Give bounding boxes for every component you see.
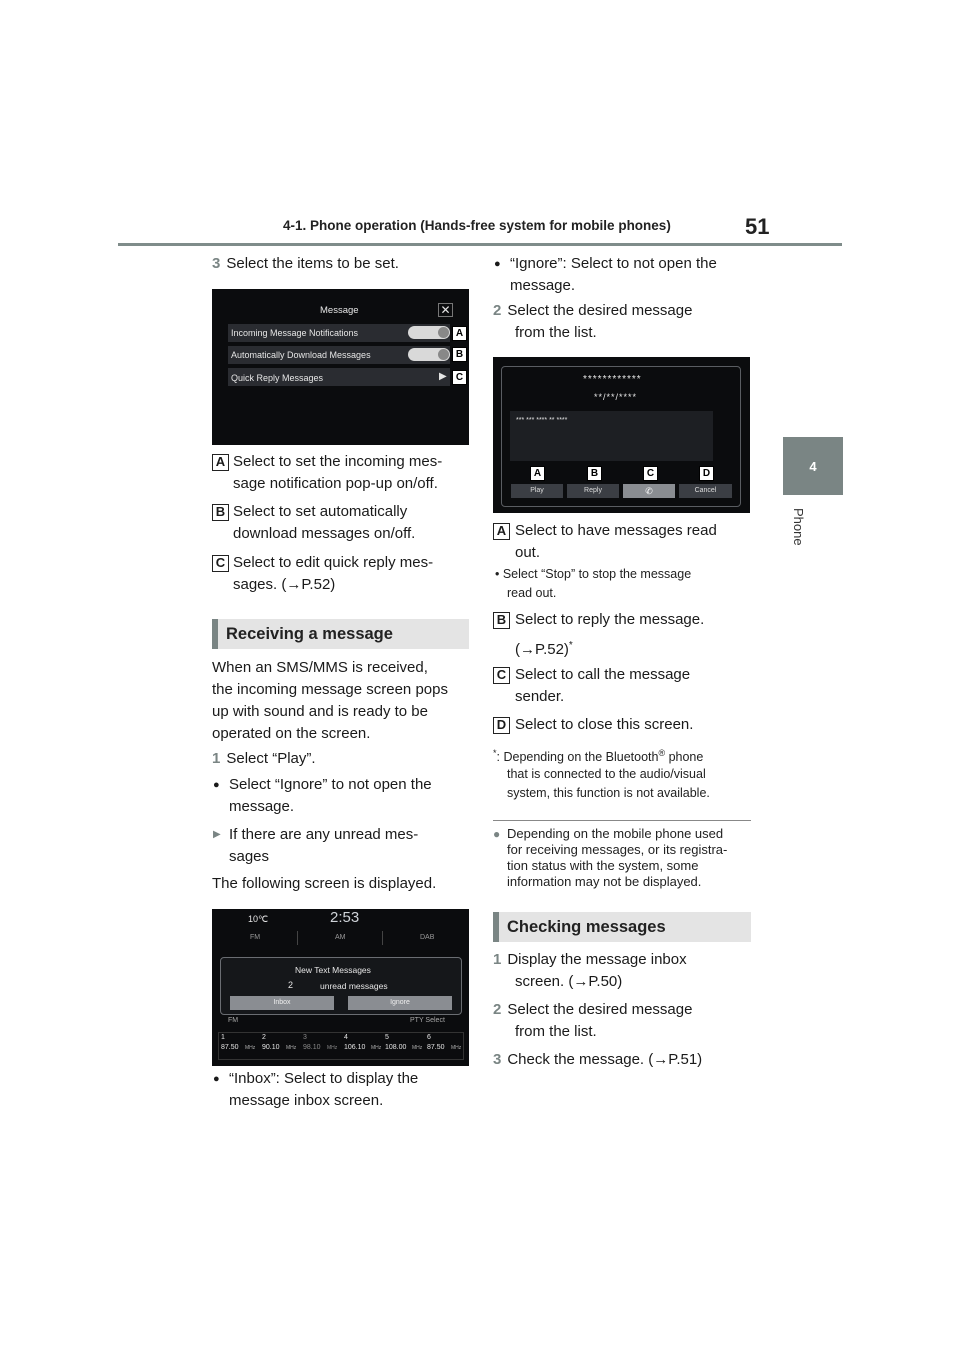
- unread-count: 2: [288, 980, 294, 990]
- bullet-ignore-line2: message.: [229, 798, 295, 815]
- new-messages-screenshot: [212, 909, 469, 1066]
- sub-note-line1: • Select “Stop” to stop the message: [495, 567, 692, 581]
- step-text: Check the message. (→P.51): [507, 1051, 703, 1068]
- step-number: 1: [212, 750, 221, 767]
- band-label: FM: [228, 1017, 239, 1024]
- step-3-select-items: [212, 253, 399, 275]
- note-bullet-icon: ●: [493, 827, 501, 841]
- desc-b-line2: download messages on/off.: [233, 525, 416, 542]
- cancel-button: Cancel: [679, 484, 732, 498]
- callout-label: D: [699, 466, 714, 481]
- preset-freq: 106.10: [344, 1044, 366, 1051]
- masked-date: **/**/****: [594, 392, 638, 402]
- paragraph-line: the incoming message screen pops: [212, 681, 448, 698]
- pty-select: PTY Select: [410, 1017, 445, 1024]
- preset-freq: 108.00: [385, 1044, 407, 1051]
- message-settings-screenshot: [212, 289, 469, 445]
- callout-label: A: [530, 466, 545, 481]
- step-2-screen-displayed: [493, 300, 692, 322]
- condition-unread-line2: sages: [229, 848, 270, 865]
- bullet-ignore-line1: ● Select “Ignore” to not open the: [229, 774, 432, 796]
- desc-a-line2: out.: [515, 544, 541, 561]
- clock-readout: 2:53: [330, 909, 360, 926]
- close-icon: ✕: [438, 303, 453, 317]
- check-step-2: [493, 999, 692, 1021]
- desc-b-line2: [515, 635, 573, 661]
- unread-label: unread messages: [320, 981, 388, 991]
- desc-c-line1: Select to edit quick reply mes-: [233, 554, 434, 571]
- step-2-line2: from the list.: [515, 324, 597, 341]
- note-line: for receiving messages, or its registra-: [507, 842, 728, 857]
- step-number: 1: [493, 951, 502, 968]
- step-text: Select the desired message: [507, 302, 693, 319]
- preset-freq: 87.50: [427, 1044, 445, 1051]
- label-badge: D: [493, 717, 510, 734]
- check-step-1-line2: screen. (→P.50): [515, 973, 623, 990]
- callout-label: B: [587, 466, 602, 481]
- condition-unread-line1: ▶ If there are any unread mes-: [229, 824, 418, 846]
- preset-number: 3: [303, 1034, 307, 1041]
- chapter-header: 4-1. Phone operation (Hands-free system for mobile phones): [283, 218, 671, 233]
- temperature-readout: 10℃: [248, 914, 269, 924]
- desc-c-line2: sender.: [515, 688, 565, 705]
- footnote-mark: *: [568, 640, 573, 651]
- tab-am: AM: [335, 934, 346, 941]
- tab-fm: FM: [250, 934, 261, 941]
- callout-label: C: [452, 370, 467, 385]
- label-badge: B: [212, 504, 229, 521]
- footnote-line1: [493, 744, 703, 767]
- step-text: Display the message inbox: [507, 951, 687, 968]
- step-number: 3: [212, 255, 221, 272]
- preset-number: 5: [385, 1034, 389, 1041]
- preset-unit: MHz: [327, 1045, 338, 1051]
- footnote-mark: *: [493, 748, 497, 758]
- note-line: information may not be displayed.: [507, 874, 702, 889]
- section-heading-checking: Checking messages: [493, 912, 751, 942]
- section-heading-receiving: Receiving a message: [212, 619, 469, 649]
- desc-a-line2: sage notification pop-up on/off.: [233, 475, 438, 492]
- step-text: Select “Play”.: [226, 750, 316, 767]
- check-step-3: [493, 1049, 702, 1071]
- popup-title: New Text Messages: [295, 965, 371, 975]
- toggle-auto-download: [408, 348, 450, 361]
- preset-freq: 87.50: [221, 1044, 239, 1051]
- preset-strip: [218, 1032, 464, 1060]
- label-badge: A: [212, 454, 229, 471]
- note-line: tion status with the system, some: [507, 858, 699, 873]
- step-text: Select the items to be set.: [226, 255, 399, 272]
- desc-a-line1: Select to have messages read: [515, 522, 717, 539]
- chapter-tab-label: Phone: [791, 508, 806, 546]
- chapter-tab: [783, 437, 843, 495]
- desc-c-line2: sages. (→P.52): [233, 576, 336, 593]
- play-button: Play: [511, 484, 563, 498]
- note-divider: [493, 820, 751, 821]
- desc-b-ref: (→P.52): [515, 641, 569, 658]
- bullet-inbox-line1: ● “Inbox”: Select to display the: [229, 1068, 418, 1090]
- row-label: Incoming Message Notifications: [231, 328, 359, 338]
- preset-freq: 90.10: [262, 1044, 280, 1051]
- tab-divider: [382, 931, 383, 945]
- callout-label: C: [643, 466, 658, 481]
- desc-d-line1: Select to close this screen.: [515, 716, 694, 733]
- preset-number: 4: [344, 1034, 348, 1041]
- paragraph-line: up with sound and is ready to be: [212, 703, 428, 720]
- preset-number: 6: [427, 1034, 431, 1041]
- bullet-ignore2-line1: ● “Ignore”: Select to not open the: [510, 253, 717, 275]
- desc-b-line1: Select to reply the message.: [515, 611, 705, 628]
- label-badge: A: [493, 523, 510, 540]
- toggle-incoming-notifications: [408, 326, 450, 339]
- label-badge: C: [493, 667, 510, 684]
- preset-unit: MHz: [451, 1045, 462, 1051]
- bullet-inbox-line2: message inbox screen.: [229, 1092, 384, 1109]
- footnote-line2: that is connected to the audio/visual: [507, 767, 706, 781]
- preset-number: 1: [221, 1034, 225, 1041]
- desc-c-line1: Select to call the message: [515, 666, 691, 683]
- masked-sender: ************: [583, 374, 642, 385]
- preset-unit: MHz: [371, 1045, 382, 1051]
- following-screen-text: The following screen is displayed.: [212, 875, 437, 892]
- desc-a-line1: Select to set the incoming mes-: [233, 453, 443, 470]
- step-number: 3: [493, 1051, 502, 1068]
- step-number: 2: [493, 302, 502, 319]
- callout-label: B: [452, 347, 467, 362]
- message-view-screenshot: [493, 357, 750, 513]
- footnote-text: phone: [665, 750, 704, 765]
- preset-unit: MHz: [286, 1045, 297, 1051]
- header-divider: [118, 243, 842, 246]
- call-button: [623, 484, 675, 498]
- ignore-button: Ignore: [348, 996, 452, 1010]
- footnote-line3: system, this function is not available.: [507, 786, 710, 800]
- preset-number: 2: [262, 1034, 266, 1041]
- phone-icon: ✆: [645, 486, 653, 496]
- check-step-2-line2: from the list.: [515, 1023, 597, 1040]
- paragraph-line: When an SMS/MMS is received,: [212, 659, 428, 676]
- reply-button: Reply: [567, 484, 619, 498]
- bullet-ignore2-line2: message.: [510, 277, 576, 294]
- label-badge: C: [212, 555, 229, 572]
- desc-b-line1: Select to set automatically: [233, 503, 408, 520]
- check-step-1: [493, 949, 687, 971]
- masked-body: *** *** **** ** ****: [516, 417, 568, 424]
- step-text: Select the desired message: [507, 1001, 693, 1018]
- screen-title: Message: [320, 305, 359, 316]
- preset-unit: MHz: [412, 1045, 423, 1051]
- tab-divider: [297, 931, 298, 945]
- step-number: 2: [493, 1001, 502, 1018]
- sub-note-line2: read out.: [507, 586, 557, 600]
- paragraph-line: operated on the screen.: [212, 725, 371, 742]
- row-label: Quick Reply Messages: [231, 373, 324, 383]
- note-line: Depending on the mobile phone used: [507, 826, 724, 841]
- registered-mark: ®: [658, 748, 666, 758]
- inbox-button: Inbox: [230, 996, 334, 1010]
- footnote-text: : Depending on the Bluetooth: [496, 750, 659, 765]
- preset-unit: MHz: [245, 1045, 256, 1051]
- page-number: 51: [745, 214, 770, 239]
- chevron-right-icon: ▶: [439, 371, 447, 382]
- callout-label: A: [452, 326, 467, 341]
- label-badge: B: [493, 612, 510, 629]
- preset-freq: 98.10: [303, 1044, 321, 1051]
- chapter-tab-number: 4: [809, 458, 817, 474]
- step-1-select-play: [212, 748, 316, 770]
- row-label: Automatically Download Messages: [231, 350, 371, 360]
- tab-dab: DAB: [420, 934, 435, 941]
